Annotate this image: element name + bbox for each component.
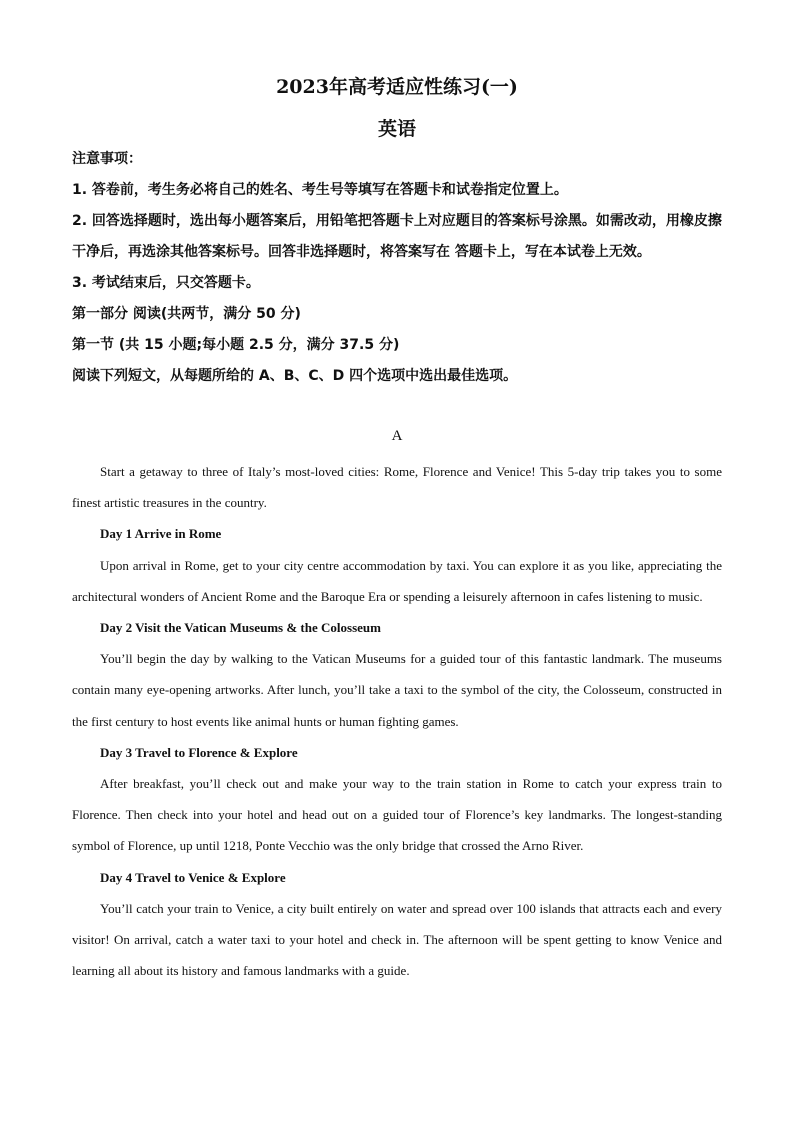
day3-text: After breakfast, you’ll check out and make your way to the train station in Rome to catch your express train to Florence. Then check into your hotel and head out on a guided tour of Florence’s key landmarks. The longest-standing symbol of Florence, up until 1218, Ponte Vecchio was the only bridge that crossed the Arno River. xyxy=(72,776,722,854)
day4-text: You’ll catch your train to Venice, a city built entirely on water and spread over 100 islands that attracts each and every visitor! On arrival, catch a water taxi to your hotel and check in. The afternoon will be spent getting to know Venice and learning all about its history and famous landmarks with a guide. xyxy=(72,900,722,979)
notes-item-2: 2. 回答选择题时，选出每小题答案后，用铅笔把答题卡上对应题目的答案标号涂黑。如需改动，用橡皮擦干净后，再选涂其他答案标号。回答非选择题时，将答案写在 答题卡上，写在本试卷上无效。 xyxy=(72,213,722,260)
part1-heading: 第一部分 阅读(共两节，满分 50 分) xyxy=(72,306,301,322)
passage-intro: Start a getaway to three of Italy’s most-loved cities: Rome, Florence and Venice! This 5-day trip takes you to some finest artistic treasures in the country. xyxy=(72,464,722,511)
notes-section xyxy=(72,144,724,392)
passage-label: A xyxy=(391,428,403,444)
day2-heading: Day 2 Visit the Vatican Museums & the Colosseum xyxy=(100,620,381,636)
exam-title: 2023年高考适应性练习(一) xyxy=(276,76,518,98)
day3-heading: Day 3 Travel to Florence & Explore xyxy=(100,744,298,760)
section1-heading: 第一节 (共 15 小题;每小题 2.5 分，满分 37.5 分) xyxy=(72,337,400,353)
day1-heading: Day 1 Arrive in Rome xyxy=(100,526,222,542)
day1-text: Upon arrival in Rome, get to your city centre accommodation by taxi. You can explore it as you like, appreciating the architectural wonders of Ancient Rome and the Baroque Era or spending a leisurely afternoon in cafes listening to music. xyxy=(72,557,722,604)
passage-a-body xyxy=(72,456,722,986)
day2-text: You’ll begin the day by walking to the Vatican Museums for a guided tour of this fantastic landmark. The museums contain many eye-opening artworks. After lunch, you’ll take a taxi to the symbol of the city, the Colosseum, constructed in the first century to host events like animal hunts or human fighting games. xyxy=(72,651,722,729)
notes-item-1: 1. 答卷前，考生务必将自己的姓名、考生号等填写在答题卡和试卷指定位置上。 xyxy=(72,182,568,198)
reading-instruction: 阅读下列短文，从每题所给的 A、B、C、D 四个选项中选出最佳选项。 xyxy=(72,368,518,384)
day4-heading: Day 4 Travel to Venice & Explore xyxy=(100,869,286,885)
subject-title: 英语 xyxy=(377,118,416,140)
notes-heading: 注意事项： xyxy=(72,151,142,167)
notes-item-3: 3. 考试结束后，只交答题卡。 xyxy=(72,275,260,291)
